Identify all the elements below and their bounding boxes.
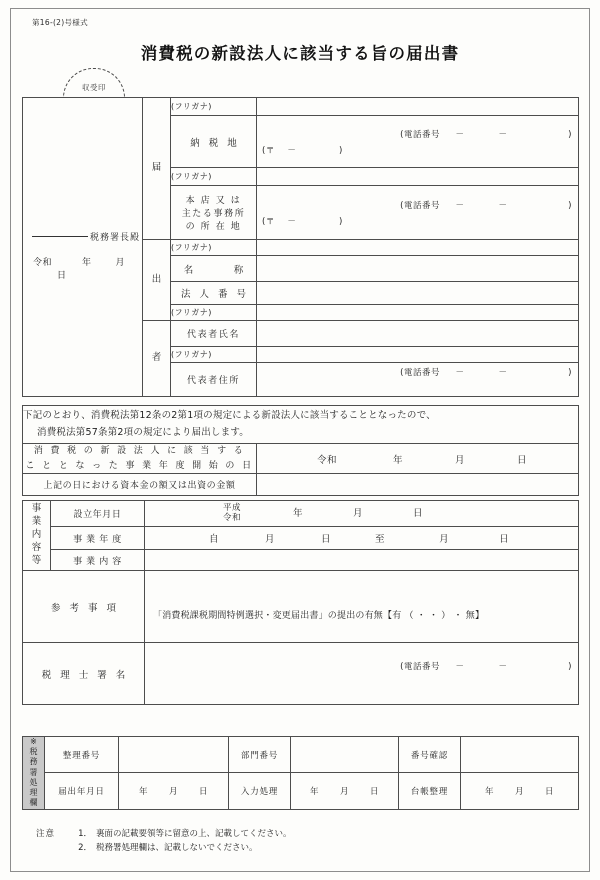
input-input-process[interactable]: 年 月 日	[291, 773, 399, 809]
furigana-label-name: (フリガナ)	[171, 240, 257, 256]
office-use-table	[22, 736, 579, 810]
input-rep-name[interactable]	[257, 321, 579, 347]
tel-tax-agent: (電話番号 － － )	[400, 661, 572, 672]
label-reference: 参 考 事 項	[23, 571, 145, 643]
submit-era: 令和	[33, 258, 53, 268]
start-year: 年	[393, 454, 404, 466]
start-era: 令和	[317, 454, 338, 466]
establish-year: 年	[293, 508, 304, 519]
furigana-input-tax-place[interactable]	[257, 98, 579, 116]
zip-tax-place: (〒 － )	[262, 145, 343, 156]
input-submission-date[interactable]: 年 月 日	[119, 773, 229, 809]
statement-table	[22, 405, 579, 496]
office-side-label: ※ 税 務 署 処 理 欄	[23, 737, 45, 810]
footer-notes	[36, 827, 556, 855]
tel-tax-place: (電話番号 － － )	[400, 129, 572, 140]
label-control-number: 整理番号	[45, 737, 119, 773]
label-tax-agent: 税 理 士 署 名	[23, 643, 145, 705]
label-input-process: 入力処理	[229, 773, 291, 809]
establish-era-stack: 平成 令和	[223, 502, 242, 523]
input-establish-date[interactable]	[145, 501, 579, 527]
fy-from: 自	[209, 534, 220, 545]
label-tax-place: 納 税 地	[171, 116, 257, 168]
furigana-label-rep-address: (フリガナ)	[171, 347, 257, 363]
start-day: 日	[517, 454, 528, 466]
start-date-row	[257, 452, 578, 466]
furigana-label-tax-place: (フリガナ)	[171, 98, 257, 116]
input-tax-place[interactable]	[257, 116, 579, 168]
applicant-side-label-3: 者	[143, 321, 171, 397]
label-establish-date: 設立年月日	[51, 501, 145, 527]
label-number-confirm: 番号確認	[399, 737, 461, 773]
input-fiscal-year[interactable]	[145, 527, 579, 550]
footer-caution-label: 注意	[36, 829, 56, 839]
statement-line-1: 下記のとおり、消費税法第12条の2第1項の規定による新設法人に該当することとなったので、	[23, 409, 436, 421]
input-tax-agent[interactable]	[145, 643, 579, 705]
establish-date-row	[145, 504, 578, 524]
footer-note-2: 2． 税務署処理欄は、記載しないでください。	[78, 843, 258, 854]
furigana-input-head-office[interactable]	[257, 168, 579, 186]
label-rep-address: 代表者住所	[171, 363, 257, 397]
input-control-number[interactable]	[119, 737, 229, 773]
business-table	[22, 500, 579, 705]
furigana-input-name[interactable]	[257, 240, 579, 256]
tel-head-office: (電話番号 － － )	[400, 200, 572, 211]
input-number-confirm[interactable]	[461, 737, 579, 773]
input-business-content[interactable]	[145, 550, 579, 571]
fiscal-year-row	[145, 531, 578, 545]
input-rep-address[interactable]	[257, 363, 579, 397]
furigana-input-rep-name[interactable]	[257, 305, 579, 321]
submit-year: 年	[82, 258, 92, 268]
start-month: 月	[455, 454, 466, 466]
business-side-label: 事 業 内 容 等	[23, 501, 51, 571]
fy-day1: 日	[321, 534, 332, 545]
input-department-number[interactable]	[291, 737, 399, 773]
label-start-date: 消 費 税 の 新 設 法 人 に 該 当 す る こ と と な っ た 事 業 年 度 開 始 の 日	[23, 444, 257, 474]
fy-to: 至	[375, 534, 386, 545]
label-head-office: 本 店 又 は 主たる事務所 の 所 在 地	[171, 186, 257, 240]
form-code: 第16-(2)号様式	[32, 18, 88, 27]
applicant-table	[22, 97, 579, 397]
statement-line-2: 消費税法第57条第2項の規定により届出します。	[37, 426, 249, 438]
label-fiscal-year: 事 業 年 度	[51, 527, 145, 550]
applicant-side-label-1: 届	[143, 98, 171, 240]
establish-day: 日	[413, 508, 424, 519]
submit-day: 日	[57, 271, 67, 281]
input-name[interactable]	[257, 256, 579, 282]
furigana-label-rep-name: (フリガナ)	[171, 305, 257, 321]
establish-month: 月	[353, 508, 364, 519]
tax-office-chief-label: 税務署長殿	[89, 233, 140, 243]
furigana-input-rep-address[interactable]	[257, 347, 579, 363]
reference-note-text: 「消費税課税期間特例選択・変更届出書」の提出の有無【有 （ ・ ・ ） ・ 無】	[153, 610, 485, 621]
page-title: 消費税の新設法人に該当する旨の届出書	[140, 44, 460, 63]
fy-month1: 月	[265, 534, 276, 545]
label-department-number: 部門番号	[229, 737, 291, 773]
label-corporate-number: 法 人 番 号	[171, 282, 257, 305]
input-capital[interactable]	[257, 474, 579, 496]
footer-note-1: 注意 1． 裏面の記載要領等に留意の上、記載してください。	[36, 827, 556, 841]
input-start-date[interactable]	[257, 444, 579, 474]
label-ledger-arrange: 台帳整理	[399, 773, 461, 809]
receipt-stamp-label: 収受印	[82, 83, 106, 92]
input-ledger-arrange[interactable]: 年 月 日	[461, 773, 579, 809]
furigana-label-head-office: (フリガナ)	[171, 168, 257, 186]
submit-month: 月	[115, 258, 126, 268]
submit-date-row	[23, 255, 142, 281]
label-submission-date: 届出年月日	[45, 773, 119, 809]
statement-text	[23, 406, 579, 444]
fy-day2: 日	[499, 534, 510, 545]
label-capital: 上記の日における資本金の額又は出資の金額	[23, 474, 257, 496]
zip-head-office: (〒 － )	[262, 216, 343, 227]
label-business-content: 事 業 内 容	[51, 550, 145, 571]
input-corporate-number[interactable]	[257, 282, 579, 305]
tax-office-chief-line	[32, 230, 140, 243]
tel-rep-address: (電話番号 － － )	[400, 367, 572, 378]
label-rep-name: 代表者氏名	[171, 321, 257, 347]
tax-office-name-rule[interactable]	[32, 236, 88, 237]
input-head-office[interactable]	[257, 186, 579, 240]
fy-month2: 月	[439, 534, 450, 545]
applicant-side-label-2: 出	[143, 240, 171, 321]
submit-date-block	[23, 98, 143, 397]
label-name: 名 称	[171, 256, 257, 282]
input-reference[interactable]	[145, 571, 579, 643]
